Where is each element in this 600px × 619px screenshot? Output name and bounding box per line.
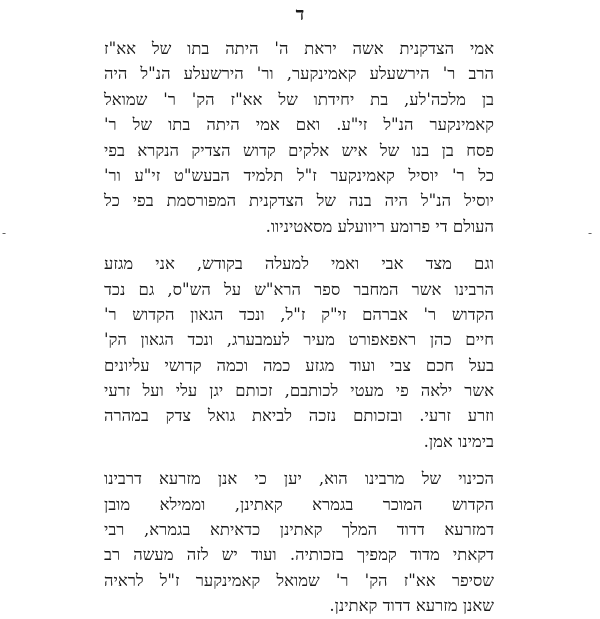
text-line: הרב ר' הירשעלע קאמינקער, ור' הירשעלע הנ"ל היה bbox=[104, 64, 494, 84]
body-text bbox=[104, 36, 494, 619]
text-line: שסיפר אא"ז הק' ר' שמואל קאמינקער ז"ל לראיה bbox=[104, 570, 494, 590]
page-number: ד bbox=[295, 4, 305, 25]
text-line: דמזרעא דדוד המלך קאתינן כדאיתא בגמרא, רבי bbox=[104, 520, 494, 540]
text-line: בעל חכם צבי ועוד מגזע כמה וכמה קדושי עליונים bbox=[104, 355, 494, 375]
text-line: הרבינו אשר המחבר ספר הרא"ש על הש"ס, גם נכד bbox=[104, 279, 494, 299]
text-line: קאמינקער הנ"ל זי"ע. ואם אמי היתה בתו של ר' bbox=[104, 115, 494, 135]
text-line: שאנן מזרעא דדוד קאתינן. bbox=[329, 596, 494, 616]
margin-mark-right: - bbox=[588, 226, 593, 240]
text-line: כל ר' יוסיל קאמינקער ז"ל תלמיד הבעש"ט זי"ע ור' bbox=[104, 165, 494, 185]
paragraph-3 bbox=[104, 466, 494, 618]
text-line: דקאתי מדוד קמפיך בזכותיה. ועוד יש לזה מעשה רב bbox=[104, 545, 494, 565]
text-line: הכינוי של מרבינו הוא, יען כי אנן מזרעא דרבינו bbox=[104, 469, 494, 489]
text-line: הקדוש ר' אברהם זי"ק ז"ל, ונכד הגאון הקדוש ר' bbox=[104, 304, 494, 324]
text-line: הקדוש המוכר בגמרא קאתינן, וממילא מובן bbox=[104, 494, 494, 514]
text-line: בימינו אמן. bbox=[423, 431, 494, 451]
text-line: אשר ילאה פי מעטי לכותבם, זכותם יגן עלי ועל זרעי bbox=[104, 381, 494, 401]
paragraph-1 bbox=[104, 36, 494, 239]
text-line: יוסיל הנ"ל היה בנה של הצדקנית המפורסמת בפי כל bbox=[104, 191, 494, 211]
margin-mark-left: - bbox=[2, 226, 7, 240]
text-line: פסח בן בנו של איש אלקים קדוש הצדיק הנקרא בפי bbox=[104, 140, 494, 160]
text-line: אמי הצדקנית אשה יראת ה' היתה בתו של אא"ז bbox=[104, 39, 494, 58]
text-line: וגם מצד אבי ואמי למעלה בקודש, אני מגזע bbox=[104, 254, 494, 274]
text-line: וזרע זרעי. ובזכותם נזכה לביאת גואל צדק במהרה bbox=[104, 406, 494, 426]
paragraph-2 bbox=[104, 251, 494, 454]
text-line: העולם די פרומע ריוועלע מסאטיניוו. bbox=[265, 216, 494, 236]
text-line: חיים כהן ראפאפורט מעיר לעמבערג, ונכד הגאון הק' bbox=[104, 330, 494, 350]
text-line: בן מלכה'לע, בת יחידתו של אא"ז הק' ר' שמואל bbox=[104, 89, 494, 109]
